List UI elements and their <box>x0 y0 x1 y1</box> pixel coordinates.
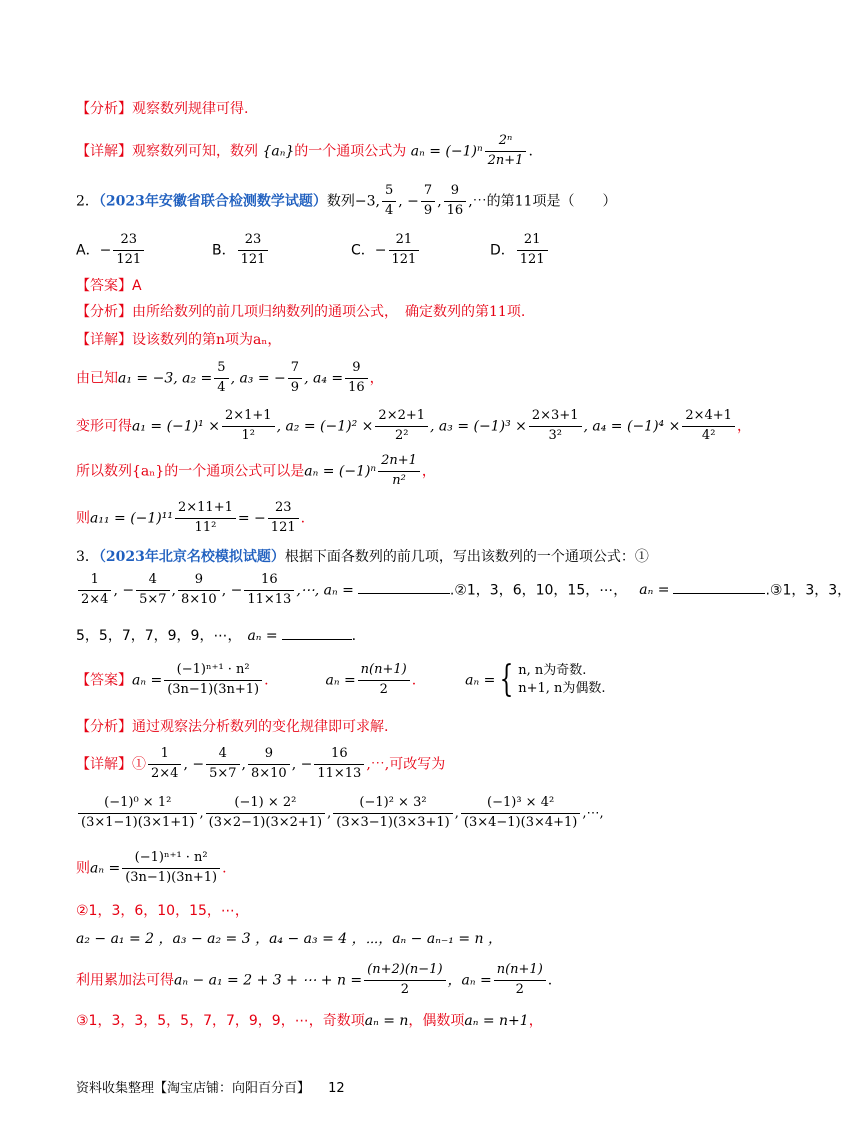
q2-detail: 【详解】设该数列的第n项为aₙ， <box>76 332 282 348</box>
q2-stem: 2．（2023年安徽省联合检测数学试题）数列−3, $\frac{5}{4}$ , − $\frac{7}{9}$ , $\frac{9}{16}$ ,⋯的第11项是（ ） <box>76 183 617 218</box>
q2-option-b: B． $\frac{23}{121}$ <box>212 232 270 269</box>
q2-transform: 变形可得a₁ = (−1)¹ × $\frac{2\times 1+1}{\text{1²}}$ , a₂ = (−1)² × $\frac{2\times 2+1}{\text{2²}}$ , a₃ = (−1)³ × $\frac{2\times 3+1}{\text{3²}}$ , a₄ = (−1)⁴ × $\frac{2\times 4+1}{\text{4²}}$ ， <box>76 408 751 443</box>
q3-source: （2023年北京名校模拟试题） <box>98 549 285 565</box>
q2-source: （2023年安徽省联合检测数学试题） <box>98 193 327 210</box>
q3-part2-head: ②1，3，6，10，15，⋯， <box>76 903 249 919</box>
q1-fraction: $\frac{\text{2ⁿ}}{2n+1}$ <box>485 133 527 170</box>
page-number: 12 <box>328 1081 345 1096</box>
q3-stem: 3．（2023年北京名校模拟试题）根据下面各数列的前几项，写出该数列的一个通项公式：① <box>76 549 649 565</box>
q1-detail: 【详解】观察数列可知，数列 {aₙ}的一个通项公式为 aₙ = (−1)ⁿ $\frac{\text{2ⁿ}}{2n+1}$ . <box>76 133 533 168</box>
q2-result: 则a₁₁ = (−1)¹¹ $\frac{2\times 11+1}{\text{11²}}$ = − $\frac{23}{121}$ . <box>76 500 306 535</box>
q2-option-d: D． $\frac{21}{121}$ <box>490 232 550 269</box>
q3-sum: 利用累加法可得aₙ − a₁ = 2 + 3 + ⋯ + n = $\frac{(n+2)(n-1)}{2}$ ，aₙ = $\frac{n(n+1)}{2}$ . <box>76 962 553 997</box>
detail-tag: 【详解】 <box>76 143 132 160</box>
q2-analysis: 【分析】由所给数列的前几项归纳数列的通项公式， 确定数列的第11项. <box>76 304 526 320</box>
q2-answer: 【答案】A <box>76 278 142 294</box>
q3-detail-1: 【详解】① $\frac{1}{2\times 4}$ , − $\frac{4}{5\times 7}$ , $\frac{9}{8\times 10}$ , − $\frac{16}{11\times 13}$ ,⋯,可改写为 <box>76 746 446 781</box>
piecewise-cases: n, n为奇数. n+1, n为偶数. <box>518 663 606 697</box>
footer-text: 资料收集整理【淘宝店铺：向阳百分百】 <box>76 1081 311 1096</box>
q3-answer: 【答案】aₙ = $\frac{\text{(−1)ⁿ⁺¹ · n²}}{(3n-1)(3n+1)}$ . aₙ = $\frac{n(n+1)}{2}$ . aₙ = { n, n为奇数. n+1, n为偶数. <box>76 659 606 701</box>
q3-part3: ③1，3，3，5，5，7，7，9，9，⋯，奇数项aₙ = n，偶数项aₙ = n+1， <box>76 1013 543 1029</box>
analysis-tag: 【分析】 <box>76 101 132 117</box>
q3-then: 则aₙ = $\frac{\text{(−1)ⁿ⁺¹ · n²}}{(3n-1)(3n+1)}$ . <box>76 850 227 885</box>
answer-blank-1[interactable] <box>358 579 450 594</box>
q3-rewrite: $\frac{\text{(−1)⁰ × 1²}}{(3\times 1-1)(3\times 1+1)}$ , $\frac{\text{(−1) × 2²}}{(3\times 2-1)(3\times 2+1)}$ , $\frac{\text{(−1)² × 3²}}{(3\times 3-1)(3\times 3+1)}$ , $\frac{\text{(−1)³ × 4²}}{(3\times 4-1)(3\times 4+1)}$ ,⋯, <box>76 795 604 832</box>
page-footer <box>76 1077 345 1096</box>
q3-seq-line: $\frac{1}{2\times 4}$ , − $\frac{4}{5\times 7}$ , $\frac{9}{8\times 10}$ , − $\frac{16}{11\times 13}$ ,⋯, aₙ = .②1，3，6，10，15，⋯， aₙ = .③1，3，3， <box>76 572 851 609</box>
q1-analysis: 【分析】观察数列规律可得. <box>76 101 249 117</box>
q3-diffs: a₂ − a₁ = 2 ，a₃ − a₂ = 3 ，a₄ − a₃ = 4 ，⋯，aₙ − aₙ₋₁ = n ， <box>76 931 502 947</box>
q2-option-a: A．− $\frac{23}{121}$ <box>76 232 146 269</box>
q3-analysis: 【分析】通过观察法分析数列的变化规律即可求解. <box>76 719 389 735</box>
answer-blank-2[interactable] <box>673 579 765 594</box>
q3-line3: 5，5，7，7，9，9，⋯， aₙ = . <box>76 625 356 645</box>
q2-number: 2． <box>76 193 99 210</box>
q2-known: 由已知a₁ = −3, a₂ = $\frac{5}{4}$ , a₃ = − $\frac{7}{9}$ , a₄ = $\frac{9}{16}$ ， <box>76 360 384 395</box>
answer-blank-3[interactable] <box>282 625 352 640</box>
q2-general: 所以数列{aₙ}的一个通项公式可以是aₙ = (−1)ⁿ $\frac{2n+1}{\text{n²}}$ ， <box>76 453 436 488</box>
brace-icon: { <box>499 659 514 701</box>
q2-option-c: C．− $\frac{21}{121}$ <box>351 232 421 269</box>
